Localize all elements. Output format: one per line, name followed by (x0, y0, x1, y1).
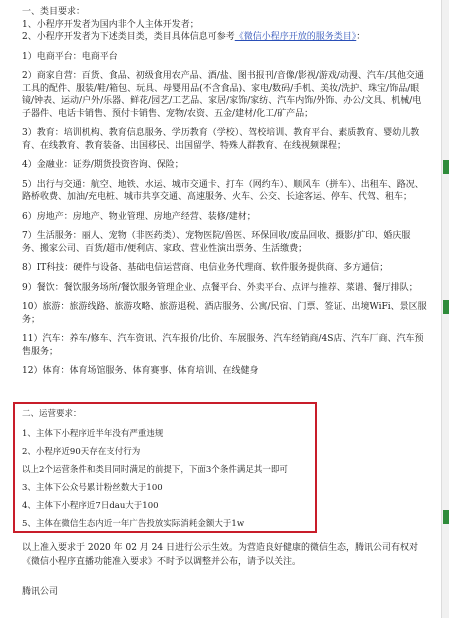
operation-item: 4、主体下小程序近7日dau大于100 (22, 501, 159, 511)
operation-condition-note: 以上2个运营条件和类目同时满足的前提下，下面3个条件满足其一即可 (22, 465, 288, 475)
category-it-tech: 8）IT科技：硬件与设备、基础电信运营商、电信业务代理商、软件服务提供商、多方通信； (22, 263, 389, 273)
section1-heading: 一、类目要求： (22, 7, 86, 17)
operation-item: 1、主体下小程序近半年没有严重违规 (22, 429, 164, 439)
signature: 腾讯公司 (22, 587, 59, 597)
rule-2 (22, 31, 427, 44)
category-self-operated: 2）商家自营：百货、食品、初级食用农产品、酒/盐、图书报刊/音像/影视/游戏/动漫、汽车/其他交通工具的配件、服装/鞋/箱包、玩具、母婴用品(不含食品)、家电/数码/手机、美妆/洗护、珠宝/饰品/眼镜/钟表、运动/户外/乐器、鲜花/园艺/工艺品、家居/家饰/家纺、汽车内饰/外饰、办公/文具、机械/电子器件、电话卡销售、预付卡销售、宠物/农资、五金/建材/化工/矿产品； (22, 71, 424, 119)
rule-2-text: 2、小程序开发者为下述类目类，类目具体信息可参考 (22, 32, 235, 42)
category-sports: 12）体育：体育场馆服务、体育赛事、体育培训、在线健身 (22, 366, 259, 376)
service-category-link[interactable]: 《微信小程序开放的服务类目》 (234, 32, 357, 42)
rule-2-suffix: ： (356, 32, 366, 42)
rule-1: 1、小程序开发者为国内非个人主体开发者； (22, 19, 199, 30)
category-ecommerce: 1）电商平台：电商平台 (22, 51, 118, 62)
operation-requirements (22, 408, 312, 536)
side-marker (443, 300, 449, 314)
side-marker (443, 510, 449, 524)
effective-notice: 以上准入要求于 2020 年 02 月 24 日进行公示生效。为营造良好健康的微信生态，腾讯公司有权对《微信小程序直播功能准入要求》不时予以调整并公布，请予以关注。 (22, 543, 418, 567)
category-automotive: 11）汽车：养车/修车、汽车资讯、汽车报价/比价、车展服务、汽车经销商/4S店、汽车厂商、汽车预售服务； (22, 334, 424, 357)
operation-item: 3、主体下公众号累计粉丝数大于100 (22, 483, 163, 493)
section2-heading: 二、运营要求： (22, 409, 82, 419)
category-education: 3）教育：培训机构、教育信息服务、学历教育（学校）、驾校培训、教育平台、素质教育、婴幼儿教育、在线教育、教育装备、出国移民、出国留学、特殊人群教育、在线视频课程； (22, 128, 420, 151)
category-transport: 5）出行与交通：航空、地铁、水运、城市交通卡、打车（网约车）、顺风车（拼车）、出租车、路况、路桥收费、加油/充电桩、城市共享交通、高速服务、火车、公交、长途客运、停车、代驾、租车； (22, 179, 424, 202)
category-finance: 4）金融业：证券/期货投资咨询、保险； (22, 160, 184, 170)
category-life-services: 7）生活服务：丽人、宠物（非医药类）、宠物医院/兽医、环保回收/废品回收、摄影/扩印、婚庆服务、搬家公司、百货/超市/便利店、家政、营业性演出票务、生活缴费； (22, 231, 411, 254)
operation-item: 2、小程序近90天存在支付行为 (22, 447, 141, 457)
operation-item: 5、主体在微信生态内近一年广告投放实际消耗金额大于1w (22, 519, 245, 529)
side-marker (443, 160, 449, 174)
category-catering: 9）餐饮：餐饮服务场所/餐饮服务管理企业、点餐平台、外卖平台、点评与推荐、菜谱、餐厅排队； (22, 282, 418, 293)
category-tourism: 10）旅游：旅游线路、旅游攻略、旅游退税、酒店服务、公寓/民宿、门票、签证、出境WiFi、景区服务； (22, 302, 427, 325)
category-real-estate: 6）房地产：房地产、物业管理、房地产经营、装修/建材； (22, 211, 256, 222)
